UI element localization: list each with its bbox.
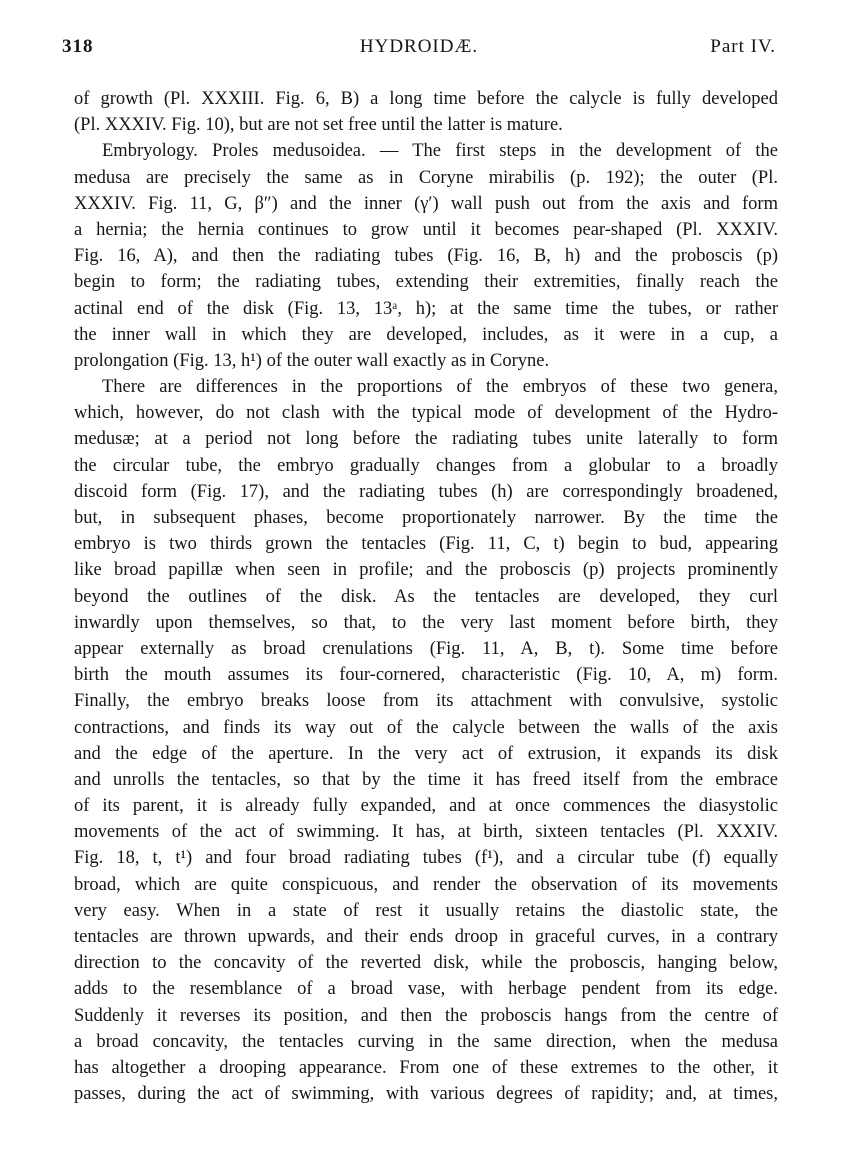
text-line: which, however, do not clash with the typical mode of development of the Hydro- xyxy=(74,403,778,424)
body-text xyxy=(74,86,778,1107)
text-line: has altogether a drooping appearance. From one of these extremes to the other, it xyxy=(74,1057,778,1078)
text-line: Fig. 18, t, t¹) and four broad radiating tubes (f¹), and a circular tube (f) equally xyxy=(74,848,778,869)
text-line: direction to the concavity of the reverted disk, while the proboscis, hanging below, xyxy=(74,953,778,974)
text-line: a broad concavity, the tentacles curving in the same direction, when the medusa xyxy=(74,1031,778,1052)
text-line: adds to the resemblance of a broad vase, with herbage pendent from its edge. xyxy=(74,979,778,1000)
text-line: There are differences in the proportions of the embryos of these two genera, xyxy=(102,377,778,398)
text-line: begin to form; the radiating tubes, extending their extremities, finally reach the xyxy=(74,272,778,293)
text-line: broad, which are quite conspicuous, and render the observation of its movements xyxy=(74,874,778,895)
text-line: like broad papillæ when seen in profile; and the proboscis (p) projects prominently xyxy=(74,560,778,581)
text-line: but, in subsequent phases, become proportionately narrower. By the time the xyxy=(74,508,778,528)
text-line: birth the mouth assumes its four-cornered, characteristic (Fig. 10, A, m) form. xyxy=(74,665,778,686)
part-label: Part IV. xyxy=(710,36,776,57)
page-number: 318 xyxy=(62,36,94,57)
text-line: Suddenly it reverses its position, and then the proboscis hangs from the centre of xyxy=(74,1005,778,1026)
text-line: appear externally as broad crenulations (Fig. 11, A, B, t). Some time before xyxy=(74,638,778,659)
text-line: XXXIV. Fig. 11, G, β″) and the inner (γ′) wall push out from the axis and form xyxy=(74,193,778,214)
text-line: very easy. When in a state of rest it usually retains the diastolic state, the xyxy=(74,900,778,921)
text-line: inwardly upon themselves, so that, to the very last moment before birth, they xyxy=(74,612,778,633)
text-line: medusæ; at a period not long before the radiating tubes unite laterally to form xyxy=(74,429,778,450)
text-line: tentacles are thrown upwards, and their ends droop in graceful curves, in a contrary xyxy=(74,927,778,947)
text-line: movements of the act of swimming. It has, at birth, sixteen tentacles (Pl. XXXIV. xyxy=(74,822,778,843)
text-line: the inner wall in which they are developed, includes, as it were in a cup, a xyxy=(74,324,778,345)
text-line: of its parent, it is already fully expanded, and at once commences the diasystolic xyxy=(74,796,778,817)
text-line: the circular tube, the embryo gradually changes from a globular to a broadly xyxy=(74,455,778,476)
text-line: Embryology. Proles medusoidea. — The first steps in the development of the xyxy=(102,141,778,162)
text-line: embryo is two thirds grown the tentacles (Fig. 11, C, t) begin to bud, appearing xyxy=(74,534,778,555)
text-line: Finally, the embryo breaks loose from its attachment with convulsive, systolic xyxy=(74,691,778,712)
text-line: medusa are precisely the same as in Coryne mirabilis (p. 192); the outer (Pl. xyxy=(74,167,778,188)
text-line: and the edge of the aperture. In the very act of extrusion, it expands its disk xyxy=(74,743,778,764)
text-line: actinal end of the disk (Fig. 13, 13ᵃ, h); at the same time the tubes, or rather xyxy=(74,298,778,319)
text-line: contractions, and finds its way out of the calycle between the walls of the axis xyxy=(74,717,778,738)
running-title: HYDROIDÆ. xyxy=(359,36,479,57)
text-line: and unrolls the tentacles, so that by the time it has freed itself from the embrace xyxy=(74,769,778,790)
running-header xyxy=(62,36,776,66)
text-line: prolongation (Fig. 13, h¹) of the outer wall exactly as in Coryne. xyxy=(74,350,550,371)
text-line: discoid form (Fig. 17), and the radiating tubes (h) are correspondingly broadened, xyxy=(74,481,778,502)
text-line: beyond the outlines of the disk. As the tentacles are developed, they curl xyxy=(74,586,778,607)
text-line: passes, during the act of swimming, with various degrees of rapidity; and, at times, xyxy=(74,1084,778,1105)
text-line: of growth (Pl. XXXIII. Fig. 6, B) a long time before the calycle is fully developed xyxy=(74,89,778,109)
text-line: Fig. 16, A), and then the radiating tubes (Fig. 16, B, h) and the proboscis (p) xyxy=(74,246,778,267)
text-line: (Pl. XXXIV. Fig. 10), but are not set free until the latter is mature. xyxy=(74,115,563,136)
text-line: a hernia; the hernia continues to grow until it becomes pear-shaped (Pl. XXXIV. xyxy=(74,219,778,240)
